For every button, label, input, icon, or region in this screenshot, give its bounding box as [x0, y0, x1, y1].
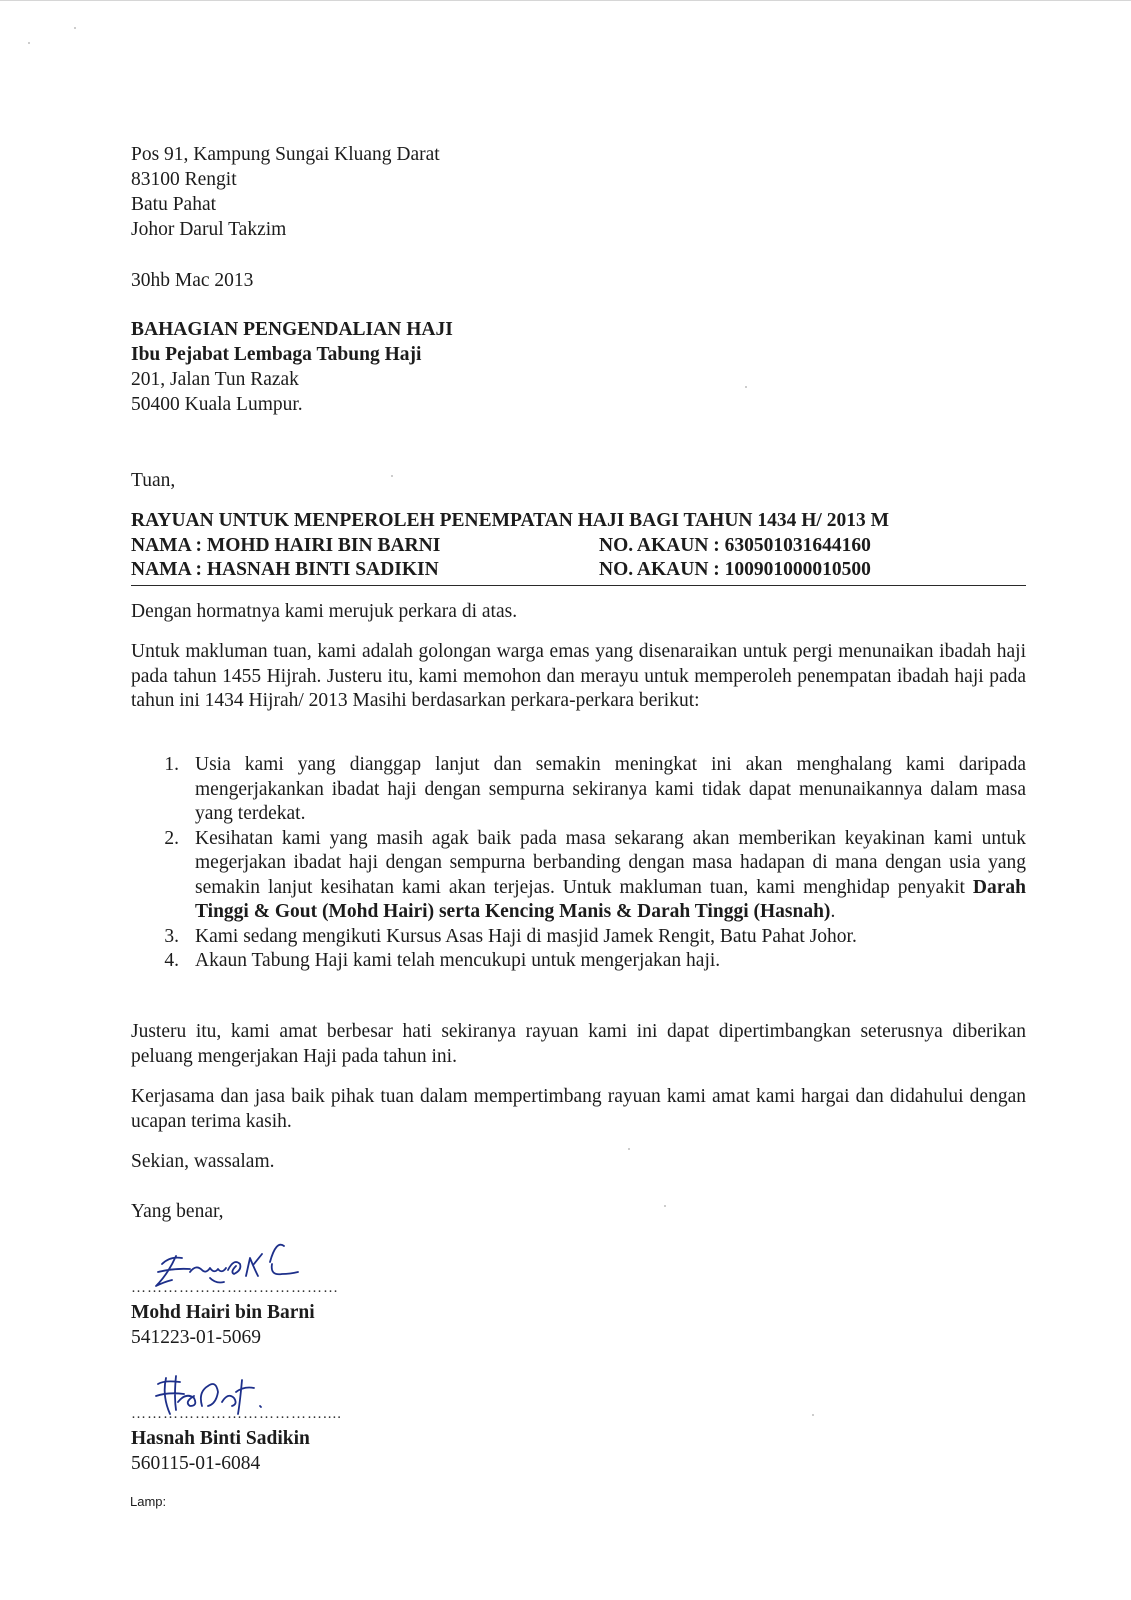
recipient-office: Ibu Pejabat Lembaga Tabung Haji: [131, 344, 422, 365]
list-number: 3.: [164, 925, 179, 947]
list-text: [195, 827, 1026, 925]
subject-block: [131, 509, 1026, 583]
recipient-street: 201, Jalan Tun Razak: [131, 369, 299, 390]
list-text-plain: Kesihatan kami yang masih agak baik pada masa sekarang akan memberikan keyakinan kami untuk megerjakan ibadat haji dengan sempurna berbanding dengan masa hadapan di mana dengan usia yang semakin lanjut kesihatan kami akan terjejas. Untuk makluman tuan, kami menghidap penyakit: [195, 827, 1026, 898]
closing-line: Sekian, wassalam.: [131, 1151, 275, 1172]
signatory-name: Mohd Hairi bin Barni: [131, 1302, 315, 1323]
scan-edge-line: [0, 0, 1131, 1]
signature-line: ………………………………....: [131, 1406, 342, 1422]
scan-speck: [28, 42, 30, 44]
account-number: NO. AKAUN : 630501031644160: [599, 534, 871, 556]
list-item: [131, 925, 1026, 950]
signature-line: …………………………………: [131, 1280, 339, 1296]
subject-underline: [131, 585, 1026, 586]
signatory-name: Hasnah Binti Sadikin: [131, 1428, 310, 1449]
list-number: 2.: [164, 827, 179, 849]
list-text: Akaun Tabung Haji kami telah mencukupi untuk mengerjakan haji.: [195, 950, 721, 971]
reasons-list: [131, 753, 1026, 974]
list-text-tail: .: [830, 901, 836, 922]
subject-row-1: [131, 534, 1026, 559]
opening-line: Dengan hormatnya kami merujuk perkara di atas.: [131, 601, 518, 622]
signatory-ic: 560115-01-6084: [131, 1453, 261, 1474]
scan-speck: [812, 1414, 814, 1416]
subject-row-2: [131, 558, 1026, 583]
recipient-address: [131, 317, 1026, 417]
signatory-2: [131, 1406, 342, 1476]
address-line: Johor Darul Takzim: [131, 219, 287, 240]
signatory-1: [131, 1280, 339, 1350]
thanks-paragraph: Kerjasama dan jasa baik pihak tuan dalam mempertimbang rayuan kami amat kami hargai dan didahului dengan ucapan terima kasih.: [131, 1086, 1026, 1132]
address-line: 83100 Rengit: [131, 169, 237, 190]
list-item: [131, 827, 1026, 925]
sender-address: [131, 142, 1026, 242]
list-number: 1.: [164, 754, 179, 775]
list-item: [131, 949, 1026, 974]
signoff-line: Yang benar,: [131, 1201, 224, 1222]
list-text: Kami sedang mengikuti Kursus Asas Haji di masjid Jamek Rengit, Batu Pahat Johor.: [195, 925, 857, 947]
scan-speck: [74, 27, 76, 29]
account-number: NO. AKAUN : 100901000010500: [599, 559, 871, 580]
salutation: Tuan,: [131, 470, 176, 491]
signatory-ic: 541223-01-5069: [131, 1327, 261, 1348]
list-text: Usia kami yang dianggap lanjut dan semakin meningkat ini akan menghalang kami daripada mengerjakankan ibadat haji dengan sempurna sekiranya kami tidak dapat menunaikannya dalam masa yang terdekat.: [195, 754, 1026, 824]
request-paragraph: Justeru itu, kami amat berbesar hati sekiranya rayuan kami ini dapat dipertimbangkan seterusnya diberikan peluang mengerjakan Haji pada tahun ini.: [131, 1021, 1026, 1067]
applicant-name: NAMA : MOHD HAIRI BIN BARNI: [131, 534, 441, 556]
enclosure-label: Lamp:: [130, 1494, 167, 1509]
applicant-name: NAMA : HASNAH BINTI SADIKIN: [131, 559, 439, 580]
list-number: 4.: [164, 950, 179, 971]
address-line: Pos 91, Kampung Sungai Kluang Darat: [131, 144, 440, 165]
intro-paragraph: Untuk makluman tuan, kami adalah golongan warga emas yang disenaraikan untuk pergi menunaikan ibadah haji pada tahun 1455 Hijrah. Justeru itu, kami memohon dan merayu untuk memperoleh penempatan ibadah haji pada tahun ini 1434 Hijrah/ 2013 Masihi berdasarkan perkara-perkara berikut:: [131, 641, 1026, 711]
address-line: Batu Pahat: [131, 194, 217, 215]
list-item: [131, 753, 1026, 827]
recipient-city: 50400 Kuala Lumpur.: [131, 394, 303, 415]
medical-conditions: Darah Tinggi & Gout (Mohd Hairi) serta Kencing Manis & Darah Tinggi (Hasnah): [195, 876, 1026, 922]
recipient-dept: BAHAGIAN PENGENDALIAN HAJI: [131, 319, 453, 340]
letter-date: 30hb Mac 2013: [131, 270, 254, 291]
subject-title: RAYUAN UNTUK MENPEROLEH PENEMPATAN HAJI BAGI TAHUN 1434 H/ 2013 M: [131, 510, 889, 531]
